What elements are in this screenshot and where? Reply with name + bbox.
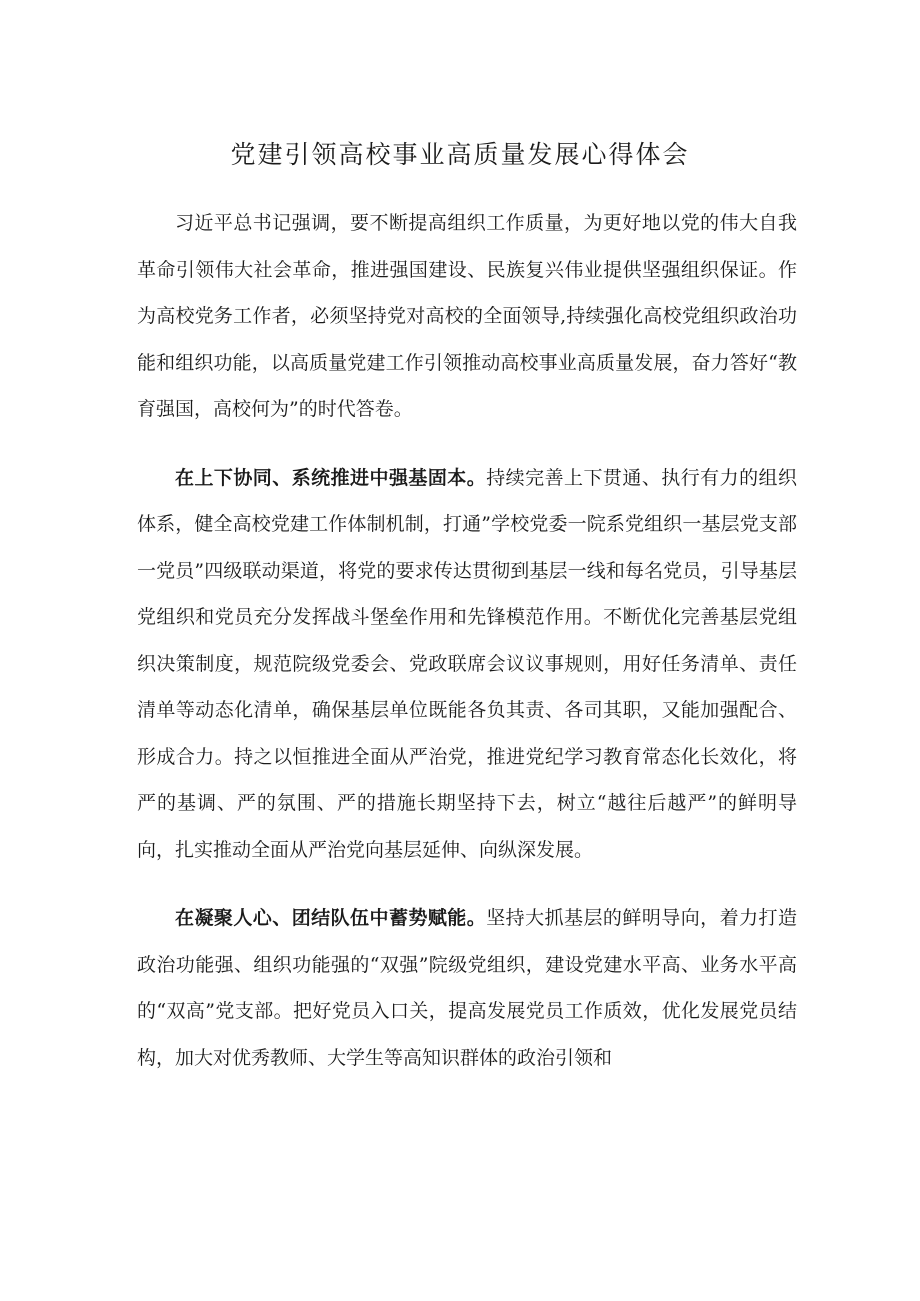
paragraph-text: 持续完善上下贯通、执行有力的组织体系，健全高校党建工作体制机制，打通”学校党委一院系党组织一基层党支部一党员”四级联动渠道，将党的要求传达贯彻到基层一线和每名党员，引导基层党组织和党员充分发挥战斗堡垒作用和先锋模范作用。不断优化完善基层党组织决策制度，规范院级党委会、党政联席会议议事规则，用好任务清单、责任清单等动态化清单，确保基层单位既能各负其责、各司其职，又能加强配合、形成合力。持之以恒推进全面从严治党，推进党纪学习教育常态化长效化，将严的基调、严的氛围、严的措施长期坚持下去，树立“越往后越严”的鲜明导向，扎实推动全面从严治党向基层延伸、向纵深发展。 (137, 466, 797, 861)
paragraph-section-1 (137, 455, 797, 874)
paragraph-lead: 在上下协同、系统推进中强基固本。 (175, 466, 487, 489)
paragraph-gap (137, 433, 797, 455)
paragraph-section-2 (137, 895, 797, 1081)
document-title: 党建引领高校事业高质量发展心得体会 (230, 140, 690, 169)
paragraph-intro (137, 200, 797, 433)
paragraph-gap (137, 873, 797, 895)
paragraph-lead: 在凝聚人心、团结队伍中蓄势赋能。 (175, 907, 487, 929)
document-body (137, 200, 797, 1081)
paragraph-text: 习近平总书记强调，要不断提高组织工作质量，为更好地以党的伟大自我革命引领伟大社会革命，推进强国建设、民族复兴伟业提供坚强组织保证。作为高校党务工作者，必须坚持党对高校的全面领导,持续强化高校党组织政治功能和组织功能，以高质量党建工作引领推动高校事业高质量发展，奋力答好“教育强国，高校何为”的时代答卷。 (137, 212, 797, 420)
paragraph-text: 坚持大抓基层的鲜明导向，着力打造政治功能强、组织功能强的“双强”院级党组织，建设党建水平高、业务水平高的“双高”党支部。把好党员入口关，提高发展党员工作质效，优化发展党员结构，加大对优秀教师、大学生等高知识群体的政治引领和 (137, 907, 797, 1069)
